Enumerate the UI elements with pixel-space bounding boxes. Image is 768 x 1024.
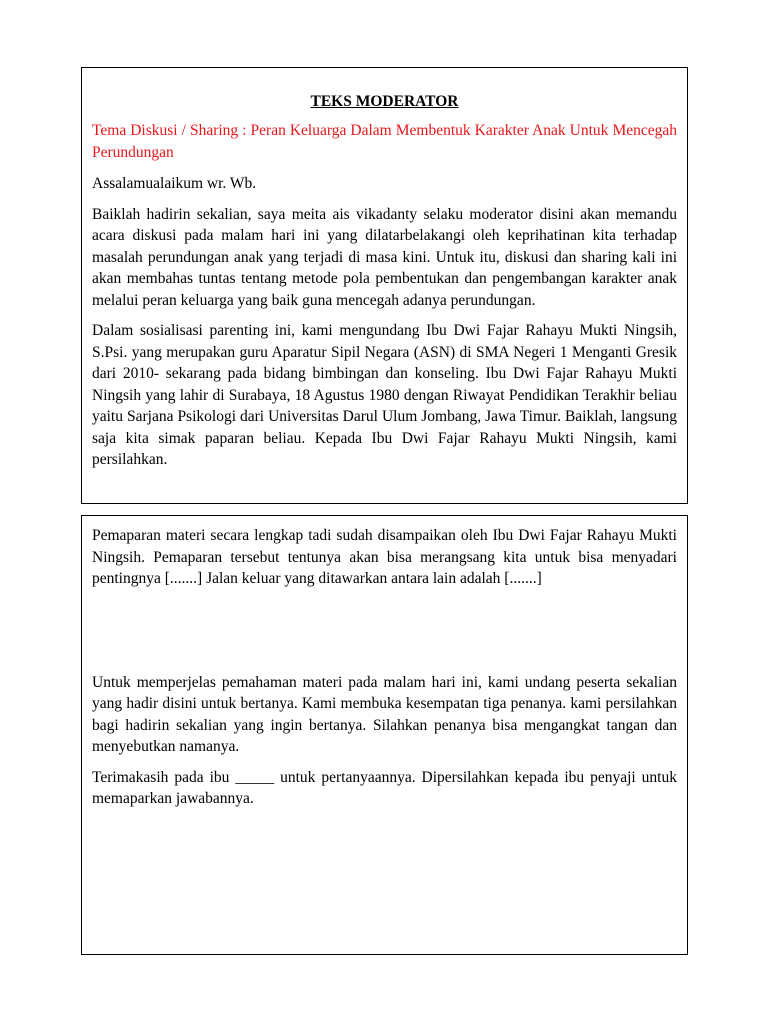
summary-paragraph: Pemaparan materi secara lengkap tadi sudah disampaikan oleh Ibu Dwi Fajar Rahayu Mukti Ningsih. Pemaparan tersebut tentunya akan bisa merangsang kita untuk bisa menyadari pentingnya [.......] Jalan keluar yang ditawarkan antara lain adalah [.......] (92, 527, 677, 587)
thanks-paragraph: Terimakasih pada ibu _____ untuk pertanyaannya. Dipersilahkan kepada ibu penyaji untuk memaparkan jawabannya. (92, 768, 677, 807)
moderator-text-box-closing (81, 515, 688, 955)
discussion-theme: Tema Diskusi / Sharing : Peran Keluarga Dalam Membentuk Karakter Anak Untuk Mencegah Perundungan (92, 122, 677, 161)
blank-space (92, 599, 677, 672)
speaker-paragraph: Dalam sosialisasi parenting ini, kami mengundang Ibu Dwi Fajar Rahayu Mukti Ningsih, S.Psi. yang merupakan guru Aparatur Sipil Negara (ASN) di SMA Negeri 1 Menganti Gresik dari 2010- sekarang pada bidang bimbingan dan konseling. Ibu Dwi Fajar Rahayu Mukti Ningsih yang lahir di Surabaya, 18 Agustus 1980 dengan Riwayat Pendidikan Terakhir beliau yaitu Sarjana Psikologi dari Universitas Darul Ulum Jombang, Jawa Timur. Baiklah, langsung saja kita simak paparan beliau. Kepada Ibu Dwi Fajar Rahayu Mukti Ningsih, kami persilahkan. (92, 322, 677, 468)
greeting-paragraph: Assalamualaikum wr. Wb. (92, 175, 257, 192)
intro-paragraph: Baiklah hadirin sekalian, saya meita ais vikadanty selaku moderator disini akan memandu acara diskusi pada malam hari ini yang dilatarbelakangi oleh keprihatinan kita terhadap masalah perundungan anak yang terjadi di masa kini. Untuk itu, diskusi dan sharing kali ini akan membahas tuntas tentang metode pola pembentukan dan pengembangan karakter anak melalui peran keluarga yang baik guna mencegah adanya perundungan. (92, 205, 677, 309)
questions-paragraph: Untuk memperjelas pemahaman materi pada malam hari ini, kami undang peserta sekalian yang hadir disini untuk bertanya. Kami membuka kesempatan tiga penanya. kami persilahkan bagi hadirin sekalian yang ingin bertanya. Silahkan penanya bisa mengangkat tangan dan menyebutkan namanya. (92, 673, 677, 755)
moderator-text-box-intro (81, 67, 688, 504)
document-title: TEKS MODERATOR (310, 93, 459, 110)
